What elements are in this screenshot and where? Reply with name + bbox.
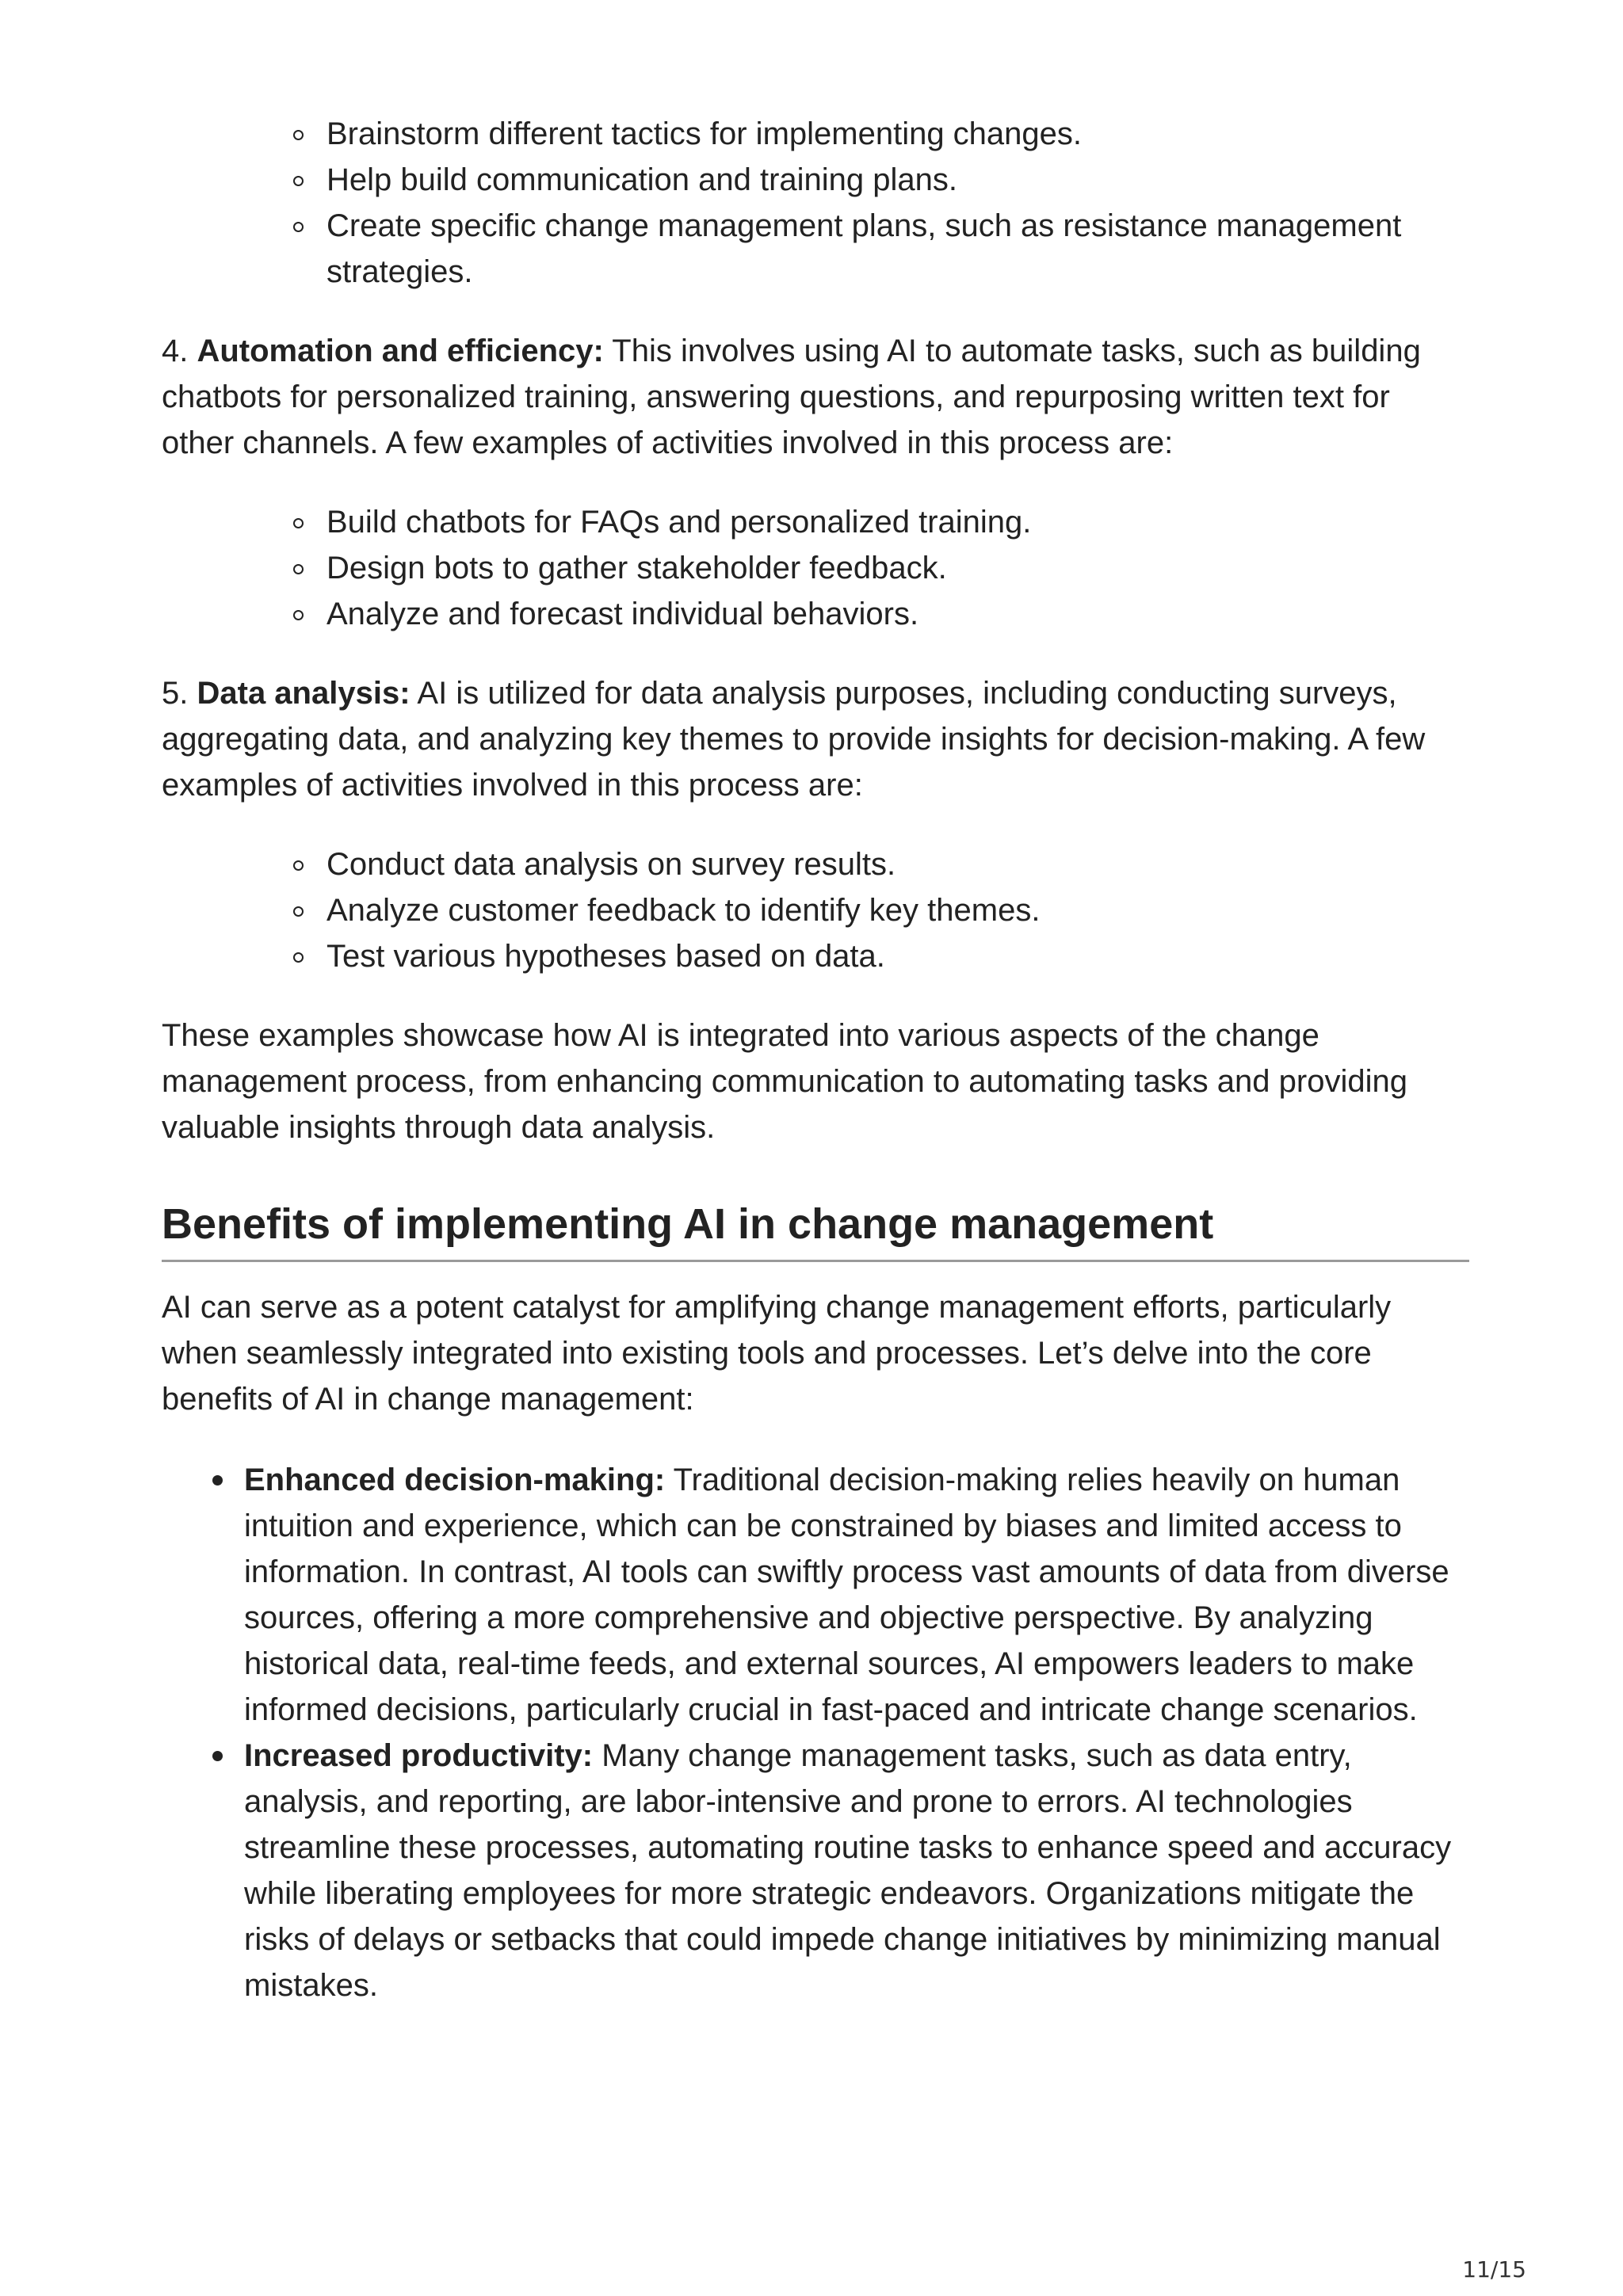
benefit-text: Traditional decision-making relies heavily on human intuition and experience, which can be constrained by biases and limited access to information. In contrast, AI tools can swiftly process vast amounts of data from diverse sources, offering a more comprehensive and objective perspective. By analyzing historical data, real-time feeds, and external sources, AI empowers leaders to make informed decisions, particularly crucial in fast-paced and intricate change scenarios. [244,1463,1449,1727]
item4-paragraph [162,328,1469,466]
benefit-item-decision-making [244,1457,1469,1733]
document-page [162,111,1469,2008]
page-number: 11/15 [1462,2256,1526,2283]
item5-text: AI is utilized for data analysis purposes, including conducting surveys, aggregating data, and analyzing key themes to provide insights for decision-making. A few examples of activities involved in this process are: [162,676,1426,803]
section3-bullet-list [162,111,1469,295]
benefit-text: Many change management tasks, such as data entry, analysis, and reporting, are labor-intensive and prone to errors. AI technologies streamline these processes, automating routine tasks to enhance speed and accuracy while liberating employees for more strategic endeavors. Organizations mitigate the risks of delays or setbacks that could impede change initiatives by minimizing manual mistakes. [244,1738,1452,2003]
benefit-item-productivity [244,1733,1469,2008]
benefit-title: Enhanced decision-making: [244,1463,666,1497]
summary-paragraph: These examples showcase how AI is integrated into various aspects of the change management process, from enhancing communication to automating tasks and providing valuable insights through data analysis. [162,1018,1407,1145]
list-item: Brainstorm different tactics for implementing changes. [327,111,1469,157]
benefits-list [162,1457,1469,2008]
list-item: Design bots to gather stakeholder feedback. [327,545,1469,591]
item4-number: 4. [162,334,189,368]
list-item: Help build communication and training plans. [327,157,1469,203]
item4-bullet-list [162,499,1469,637]
benefits-intro: AI can serve as a potent catalyst for amplifying change management efforts, particularly when seamlessly integrated into existing tools and processes. Let’s delve into the core benefits of AI in change management: [162,1290,1392,1417]
list-item: Test various hypotheses based on data. [327,933,1469,979]
list-item: Build chatbots for FAQs and personalized training. [327,499,1469,545]
item4-title: Automation and efficiency: [197,334,604,368]
list-item: Analyze and forecast individual behaviors. [327,591,1469,637]
item5-paragraph [162,670,1469,808]
list-item: Create specific change management plans, such as resistance management strategies. [327,203,1469,295]
benefits-heading: Benefits of implementing AI in change management [162,1196,1469,1262]
item5-bullet-list [162,841,1469,979]
list-item: Conduct data analysis on survey results. [327,841,1469,887]
benefit-title: Increased productivity: [244,1738,594,1773]
item5-title: Data analysis: [197,676,411,711]
item5-number: 5. [162,676,189,711]
item4-text: This involves using AI to automate tasks, such as building chatbots for personalized training, answering questions, and repurposing written text for other channels. A few examples of activities involved in this process are: [162,334,1421,460]
list-item: Analyze customer feedback to identify key themes. [327,887,1469,933]
